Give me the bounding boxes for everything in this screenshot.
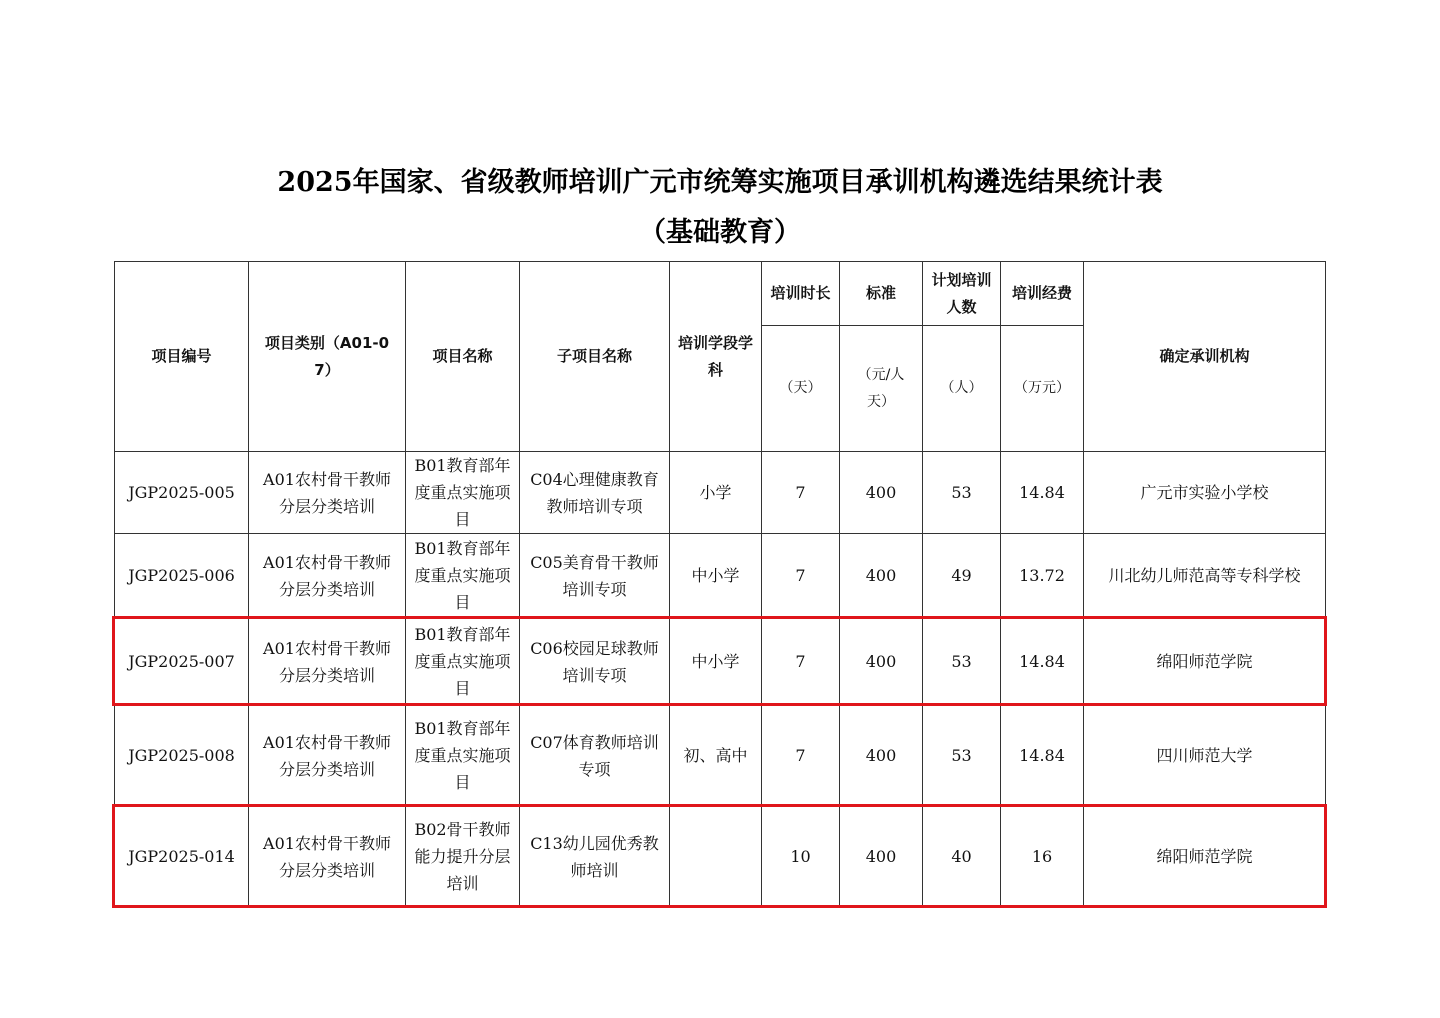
cell-stage: 中小学 — [670, 534, 762, 618]
unit-people: （人） — [923, 326, 1001, 452]
cell-sub-name: C07体育教师培训专项 — [520, 706, 670, 806]
cell-name: B01教育部年度重点实施项目 — [406, 452, 520, 534]
cell-standard: 400 — [840, 618, 923, 706]
cell-name: B01教育部年度重点实施项目 — [406, 618, 520, 706]
page-title: 2025年国家、省级教师培训广元市统筹实施项目承训机构遴选结果统计表 — [277, 167, 1163, 198]
header-institution: 确定承训机构 — [1084, 262, 1326, 452]
cell-stage: 中小学 — [670, 618, 762, 706]
cell-duration: 10 — [762, 806, 840, 908]
cell-code: JGP2025-007 — [115, 618, 249, 706]
results-table — [114, 261, 1326, 908]
cell-standard: 400 — [840, 452, 923, 534]
cell-code: JGP2025-005 — [115, 452, 249, 534]
header-stage: 培训学段学科 — [670, 262, 762, 452]
cell-duration: 7 — [762, 452, 840, 534]
header-code: 项目编号 — [115, 262, 249, 452]
cell-funds: 14.84 — [1001, 618, 1084, 706]
cell-code: JGP2025-006 — [115, 534, 249, 618]
header-category: 项目类别（A01-07） — [249, 262, 406, 452]
cell-institution: 广元市实验小学校 — [1084, 452, 1326, 534]
unit-standard: （元/人天） — [840, 326, 923, 452]
cell-people: 53 — [923, 452, 1001, 534]
cell-people: 53 — [923, 706, 1001, 806]
cell-standard: 400 — [840, 706, 923, 806]
cell-sub-name: C06校园足球教师培训专项 — [520, 618, 670, 706]
cell-duration: 7 — [762, 534, 840, 618]
cell-sub-name: C13幼儿园优秀教师培训 — [520, 806, 670, 908]
cell-people: 49 — [923, 534, 1001, 618]
header-standard: 标准 — [840, 262, 923, 326]
header-people: 计划培训人数 — [923, 262, 1001, 326]
cell-stage: 初、高中 — [670, 706, 762, 806]
cell-category: A01农村骨干教师分层分类培训 — [249, 618, 406, 706]
cell-code: JGP2025-014 — [115, 806, 249, 908]
cell-name: B01教育部年度重点实施项目 — [406, 706, 520, 806]
cell-duration: 7 — [762, 706, 840, 806]
table-row — [115, 534, 1326, 618]
header-duration: 培训时长 — [762, 262, 840, 326]
cell-funds: 13.72 — [1001, 534, 1084, 618]
cell-institution: 四川师范大学 — [1084, 706, 1326, 806]
cell-funds: 16 — [1001, 806, 1084, 908]
cell-sub-name: C04心理健康教育教师培训专项 — [520, 452, 670, 534]
header-funds: 培训经费 — [1001, 262, 1084, 326]
cell-stage: 小学 — [670, 452, 762, 534]
cell-institution: 绵阳师范学院 — [1084, 806, 1326, 908]
unit-duration: （天） — [762, 326, 840, 452]
cell-people: 40 — [923, 806, 1001, 908]
table-row — [115, 452, 1326, 534]
cell-name: B01教育部年度重点实施项目 — [406, 534, 520, 618]
header-name: 项目名称 — [406, 262, 520, 452]
cell-stage — [670, 806, 762, 908]
cell-category: A01农村骨干教师分层分类培训 — [249, 452, 406, 534]
cell-category: A01农村骨干教师分层分类培训 — [249, 806, 406, 908]
cell-funds: 14.84 — [1001, 452, 1084, 534]
cell-code: JGP2025-008 — [115, 706, 249, 806]
header-row — [115, 262, 1326, 326]
cell-institution: 川北幼儿师范高等专科学校 — [1084, 534, 1326, 618]
cell-sub-name: C05美育骨干教师培训专项 — [520, 534, 670, 618]
page-subtitle: （基础教育） — [639, 217, 801, 248]
cell-people: 53 — [923, 618, 1001, 706]
cell-category: A01农村骨干教师分层分类培训 — [249, 534, 406, 618]
header-sub-name: 子项目名称 — [520, 262, 670, 452]
cell-institution: 绵阳师范学院 — [1084, 618, 1326, 706]
table-row — [115, 706, 1326, 806]
cell-name: B02骨干教师能力提升分层培训 — [406, 806, 520, 908]
table-row — [115, 806, 1326, 908]
cell-duration: 7 — [762, 618, 840, 706]
cell-funds: 14.84 — [1001, 706, 1084, 806]
cell-standard: 400 — [840, 806, 923, 908]
cell-standard: 400 — [840, 534, 923, 618]
unit-funds: （万元） — [1001, 326, 1084, 452]
table-row — [115, 618, 1326, 706]
cell-category: A01农村骨干教师分层分类培训 — [249, 706, 406, 806]
